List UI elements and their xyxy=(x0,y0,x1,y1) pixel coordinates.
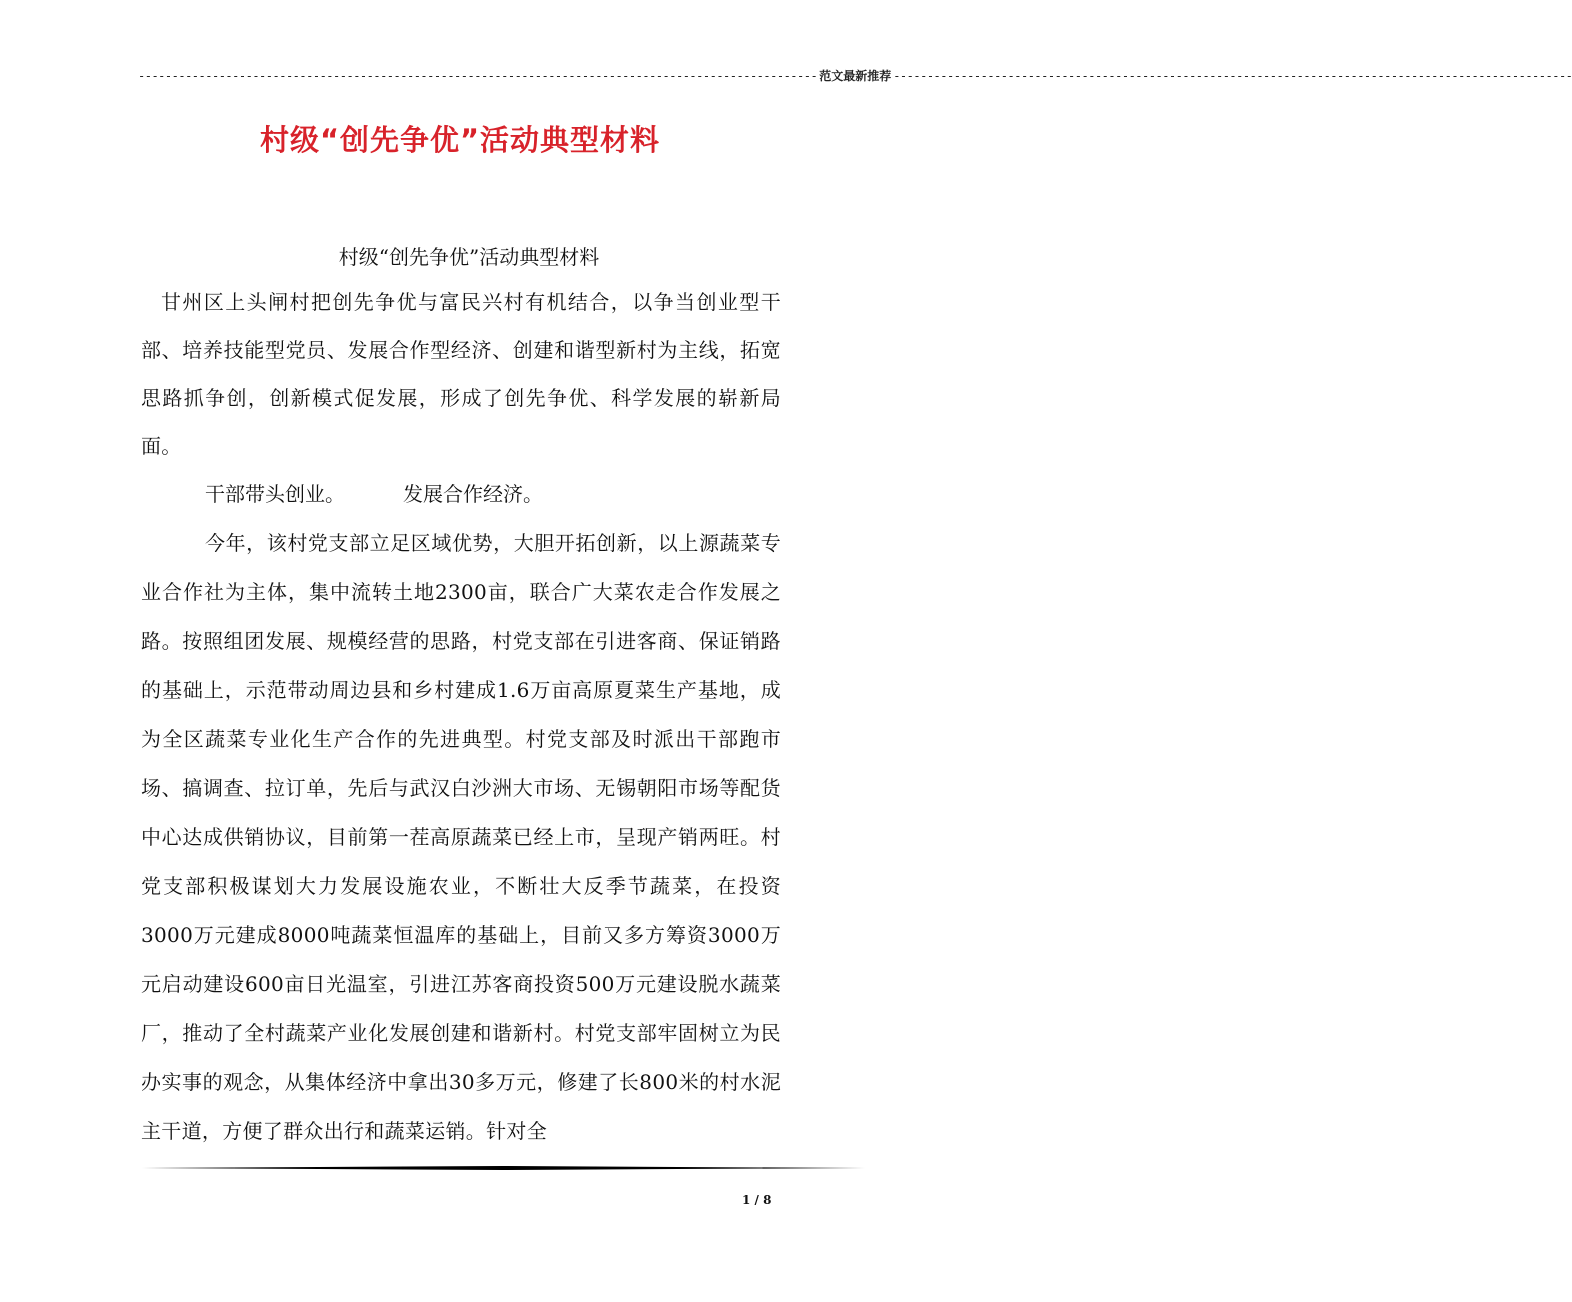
header-dashes-right: ----------------------------------------------------------------------------------------------------- xyxy=(893,69,1572,83)
body-paragraph: 今年，该村党支部立足区域优势，大胆开拓创新，以上源蔬菜专业合作社为主体，集中流转土地2300亩，联合广大菜农走合作发展之路。按照组团发展、规模经营的思路，村党支部在引进客商、保证销路的基础上，示范带动周边县和乡村建成1.6万亩高原夏菜生产基地，成为全区蔬菜专业化生产合作的先进典型。村党支部及时派出干部跑市场、搞调查、拉订单，先后与武汉白沙洲大市场、无锡朝阳市场等配货中心达成供销协议，目前第一茬高原蔬菜已经上市，呈现产销两旺。村党支部积极谋划大力发展设施农业，不断壮大反季节蔬菜，在投资3000万元建成8000吨蔬菜恒温库的基础上，目前又多方筹资3000万元启动建设600亩日光温室，引进江苏客商投资500万元建设脱水蔬菜厂，推动了全村蔬菜产业化发展创建和谐新村。村党支部牢固树立为民办实事的观念，从集体经济中拿出30多万元，修建了长800米的村水泥主干道，方便了群众出行和蔬菜运销。针对全 xyxy=(141,531,781,1143)
header-dashes-left: ----------------------------------------------------------------------------------------------------- xyxy=(138,69,818,83)
page-header xyxy=(138,66,1572,86)
header-label: 范文最新推荐 xyxy=(819,69,892,83)
section-headings xyxy=(141,470,781,519)
section-heading-cooperative-economy: 发展合作经济。 xyxy=(403,482,543,506)
intro-paragraph: 甘州区上头闸村把创先争优与富民兴村有机结合，以争当创业型干部、培养技能型党员、发展合作型经济、创建和谐型新村为主线，拓宽思路抓争创，创新模式促发展，形成了创先争优、科学发展的崭新局面。 xyxy=(141,290,781,458)
footer-divider xyxy=(142,1166,865,1170)
section-heading-cadre-startup: 干部带头创业。 xyxy=(205,482,345,506)
document-title: 村级“创先争优”活动典型材料 xyxy=(259,123,661,157)
page-number: 1 / 8 xyxy=(742,1193,772,1207)
document-body xyxy=(141,236,781,1156)
document-subtitle: 村级“创先争优”活动典型材料 xyxy=(338,245,600,269)
